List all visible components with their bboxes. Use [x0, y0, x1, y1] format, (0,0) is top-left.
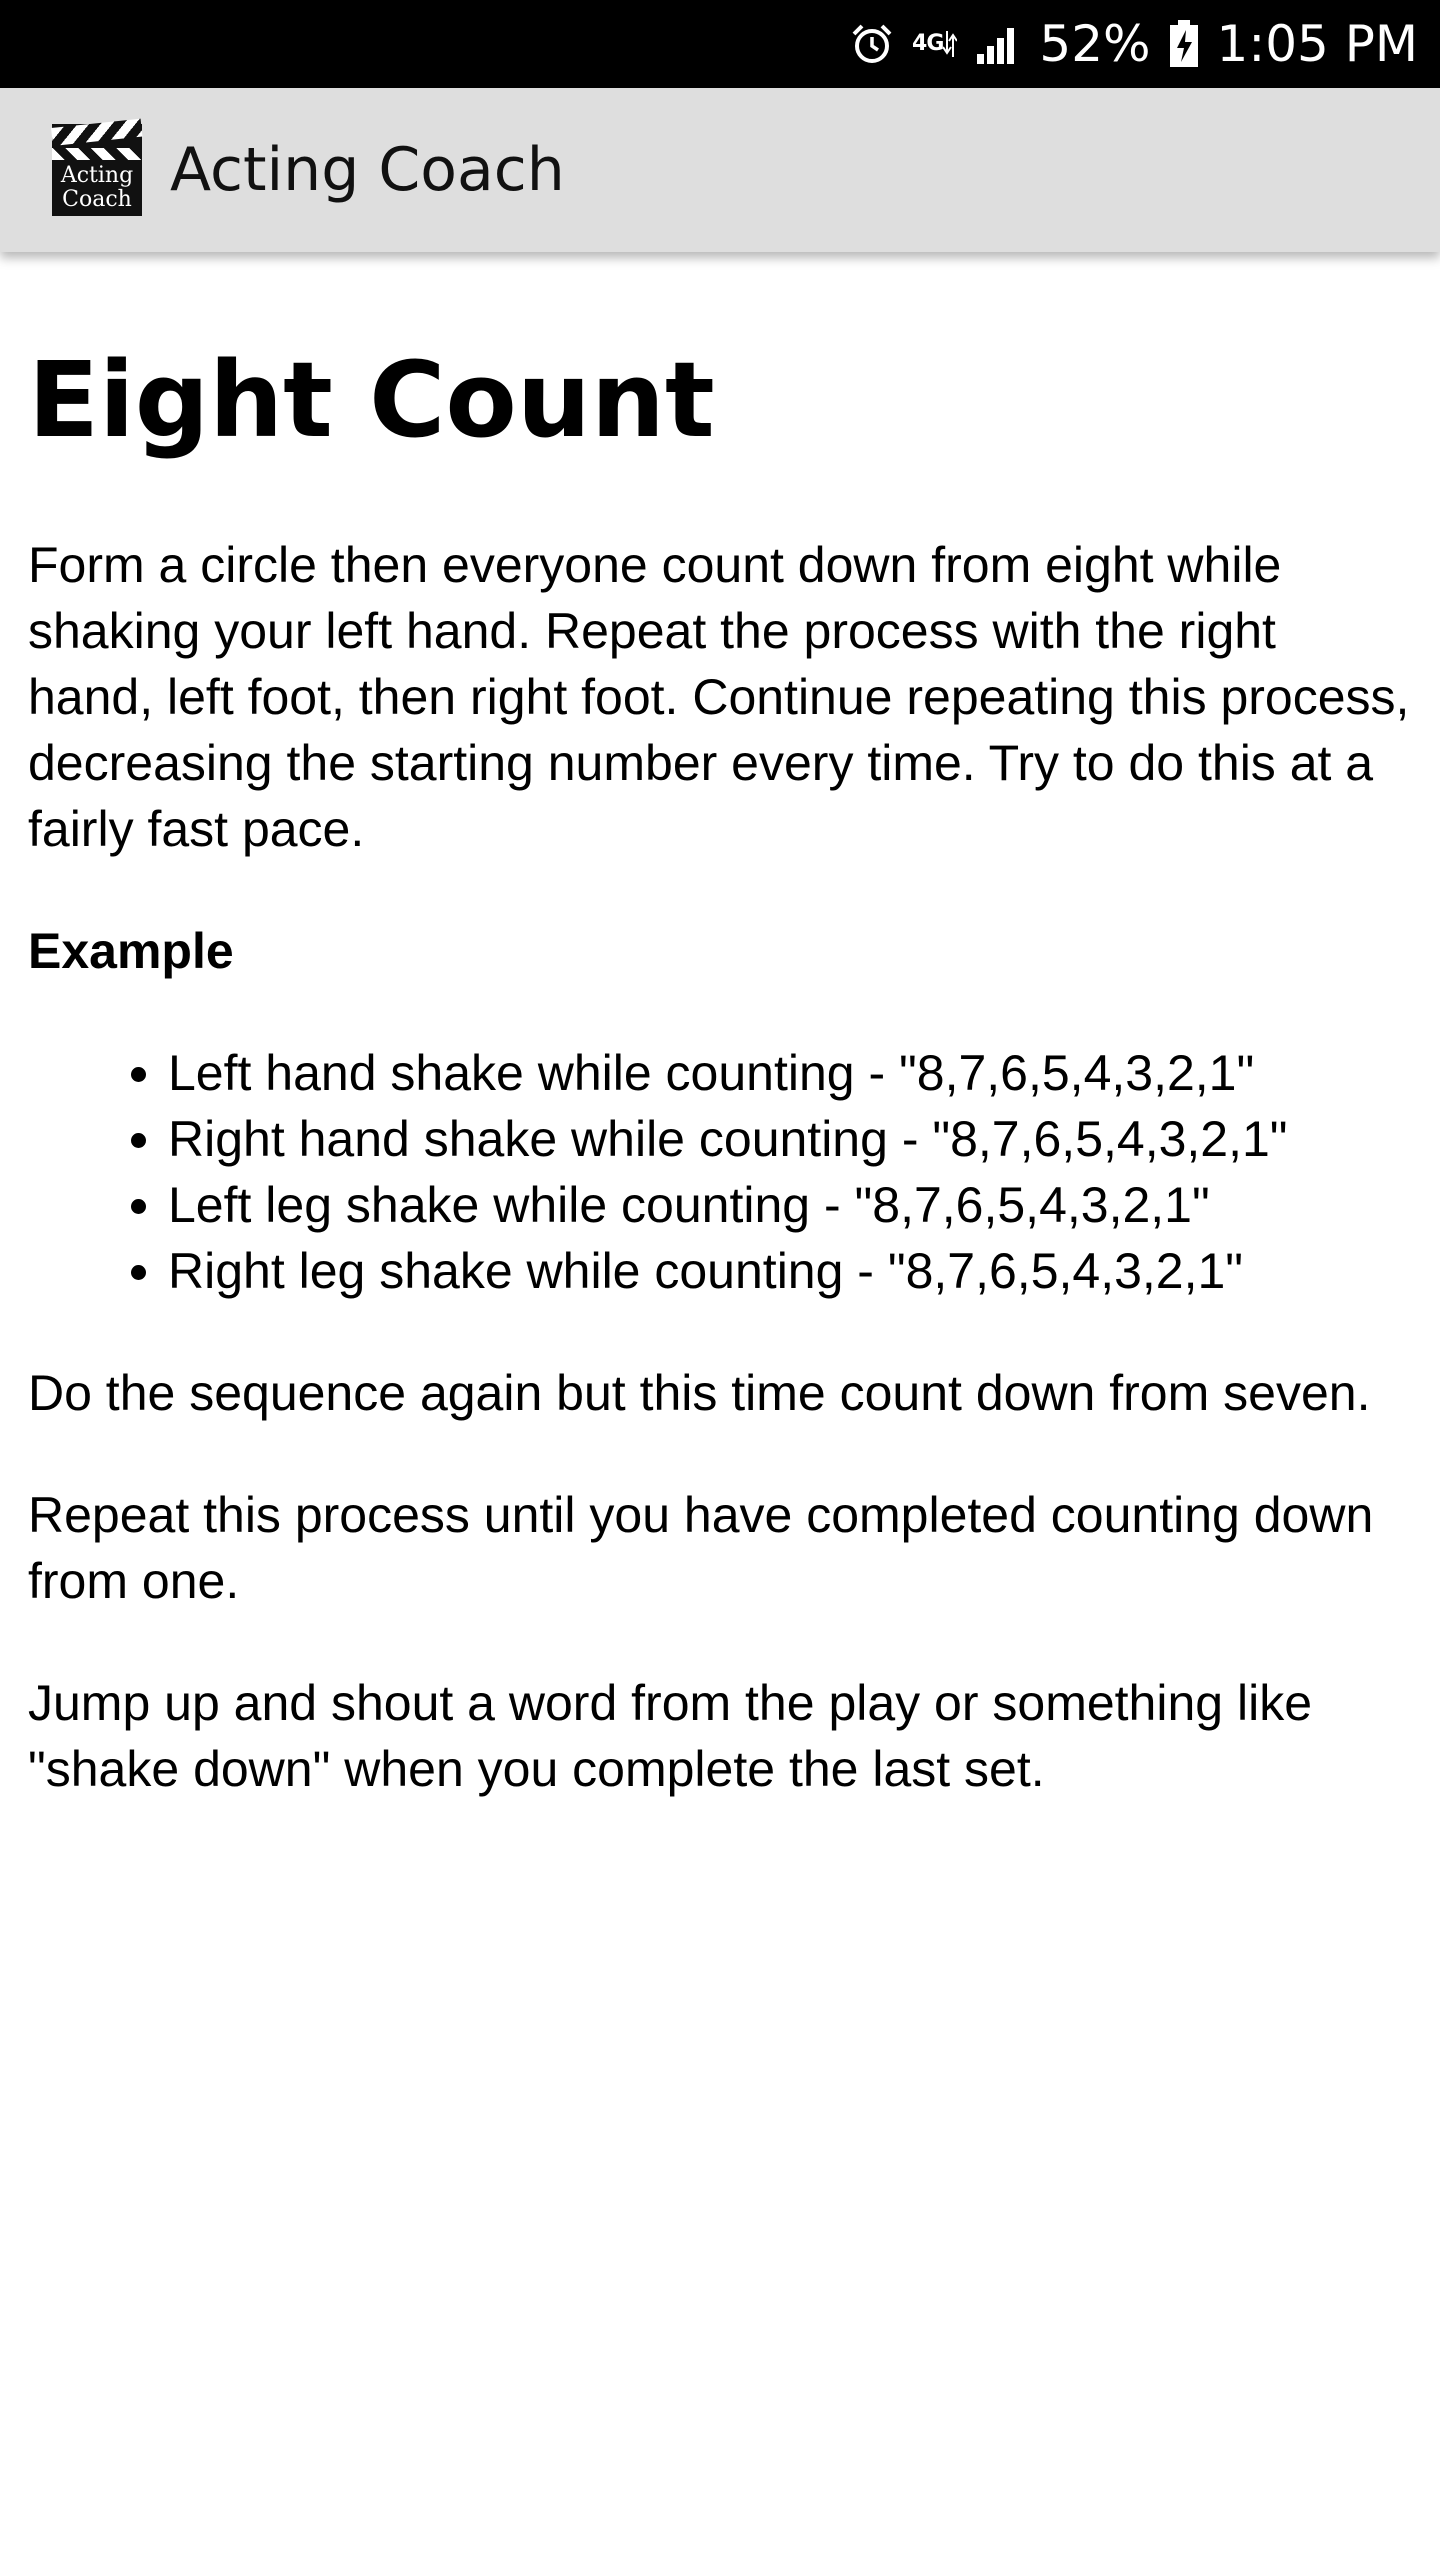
network-label: 4G: [912, 31, 944, 56]
app-logo-text-2: Coach: [62, 187, 132, 212]
repeat-paragraph: Repeat this process until you have completed counting down from one.: [28, 1487, 1374, 1609]
data-arrows-icon: [943, 29, 957, 59]
network-type-indicator: [912, 29, 957, 59]
signal-bars-icon: [975, 22, 1021, 66]
clapperboard-icon: [51, 119, 142, 146]
example-heading: Example: [28, 923, 234, 979]
list-item: • Left hand shake while counting - "8,7,6,5,4,3,2,1": [168, 1040, 1412, 1106]
list-item: • Left leg shake while counting - "8,7,6,5,4,3,2,1": [168, 1172, 1412, 1238]
finale-paragraph: Jump up and shout a word from the play or something like "shake down" when you complete the last set.: [28, 1675, 1313, 1797]
app-logo-text-1: Acting: [60, 163, 134, 188]
sequence-paragraph: Do the sequence again but this time count down from seven.: [28, 1365, 1371, 1421]
alarm-clock-icon: [850, 22, 894, 66]
example-list: [28, 1040, 1412, 1304]
battery-charging-icon: [1169, 20, 1199, 68]
status-bar: [0, 0, 1440, 88]
app-bar: [0, 88, 1440, 252]
app-logo: [52, 124, 142, 216]
article-content: [28, 252, 1412, 1802]
app-title: Acting Coach: [170, 135, 565, 205]
list-item: • Right hand shake while counting - "8,7,6,5,4,3,2,1": [168, 1106, 1412, 1172]
list-item: • Right leg shake while counting - "8,7,6,5,4,3,2,1": [168, 1238, 1412, 1304]
page-title: Eight Count: [28, 339, 715, 461]
status-time: 1:05 PM: [1216, 15, 1418, 73]
intro-paragraph: Form a circle then everyone count down from eight while shaking your left hand. Repeat the process with the right hand, left foot, then right foot. Continue repeating this process, decreasing the starting number every time. Try to do this at a fairly fast pace.: [28, 537, 1410, 857]
battery-percent: 52%: [1039, 15, 1151, 73]
